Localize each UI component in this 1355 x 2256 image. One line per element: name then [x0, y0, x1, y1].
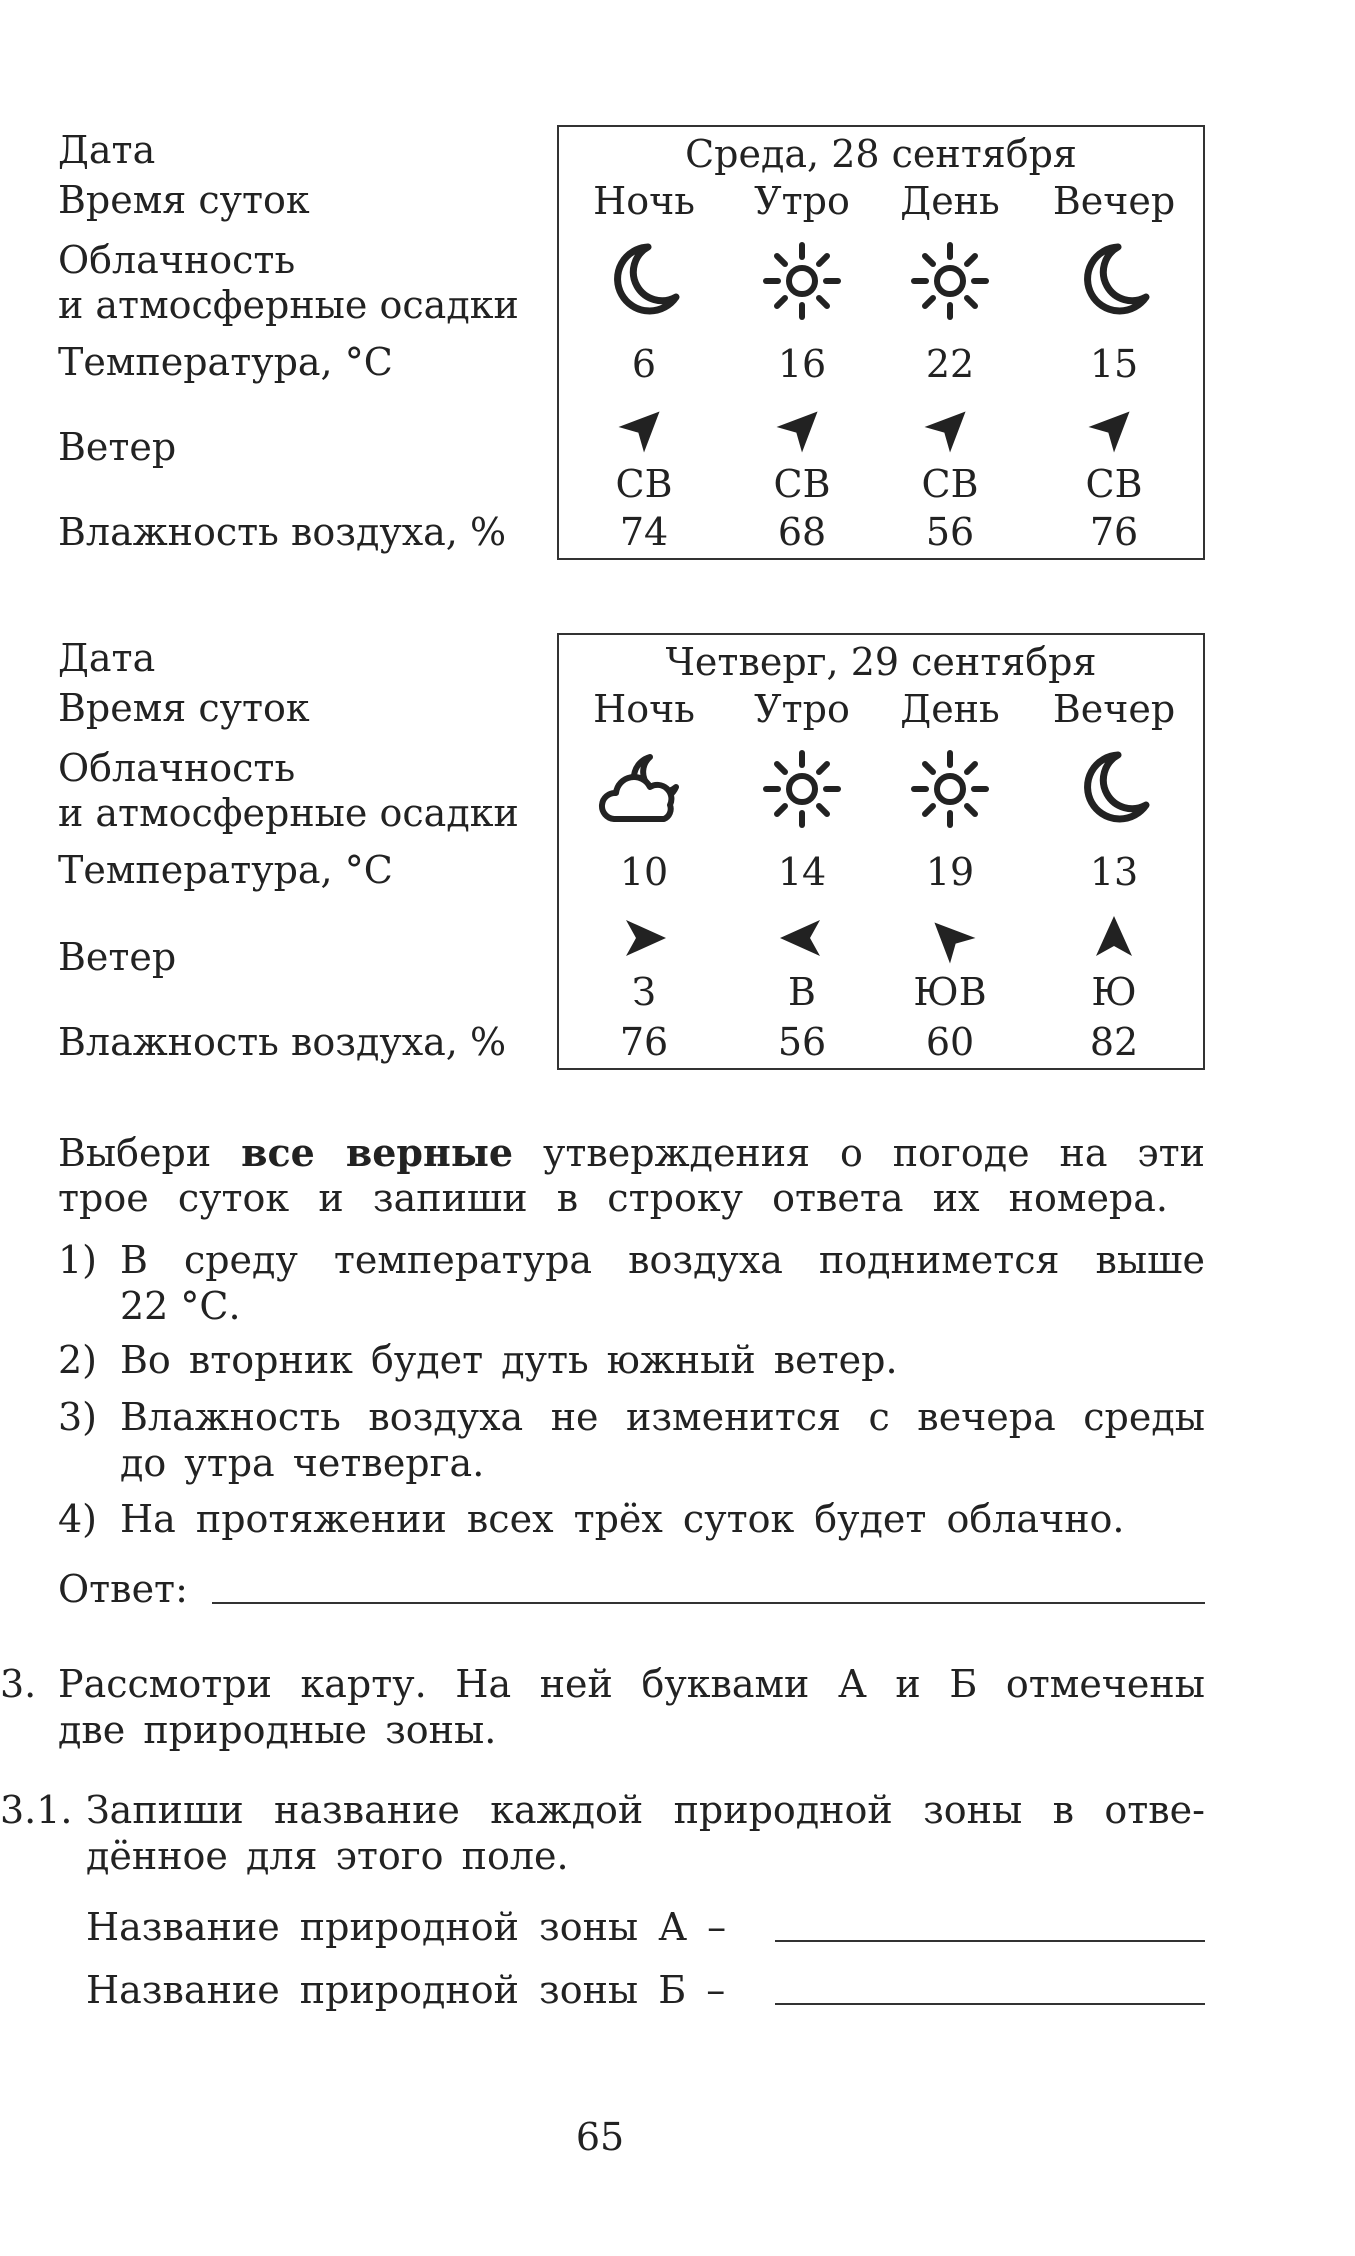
option-4-line1: На протяжении всех трёх суток будет облачно. [120, 1497, 1125, 1541]
intro-bold: все верные [241, 1130, 514, 1175]
wind-arrow-west-icon [727, 908, 877, 968]
time-morning: Утро [754, 179, 850, 223]
label-cloudiness: Облачность [58, 238, 296, 282]
option-num-1: 1) [58, 1238, 98, 1282]
moon-icon [1039, 747, 1189, 837]
label-temperature: Температура, °С [58, 340, 393, 384]
label-date: Дата [58, 636, 156, 680]
time-evening: Вечер [1052, 179, 1176, 223]
time-evening: Вечер [1052, 687, 1176, 731]
time-day: День [900, 687, 1000, 731]
option-num-3: 3) [58, 1395, 98, 1439]
temp-night: 10 [619, 850, 669, 894]
option-num-4: 4) [58, 1497, 98, 1541]
temp-day: 19 [925, 850, 975, 894]
wind-dir-evening: СВ [1085, 462, 1143, 506]
option-num-2: 2) [58, 1338, 98, 1382]
wind-dir-morning: СВ [773, 462, 831, 506]
task31-line2: дённое для этого поле. [86, 1834, 569, 1878]
option-3-line1: Влажность воздуха не изменится с вечера среды [120, 1395, 1205, 1439]
label-wind: Ветер [58, 935, 177, 979]
wind-arrow-east-icon [569, 908, 719, 968]
humidity-day: 60 [925, 1020, 975, 1064]
sun-icon [727, 239, 877, 329]
answer-label: Ответ: [58, 1567, 188, 1611]
moon-icon [569, 239, 719, 329]
intro-post: утверждения о погоде на эти [543, 1131, 1205, 1175]
temp-night: 6 [631, 342, 657, 386]
option-3-line2: до утра четверга. [120, 1441, 485, 1485]
label-time-of-day: Время суток [58, 178, 310, 222]
label-cloudiness: Облачность [58, 746, 296, 790]
page-number: 65 [575, 2115, 625, 2159]
wind-dir-night: З [632, 970, 656, 1014]
task3-line1: Рассмотри карту. На ней буквами А и Б отмечены [58, 1662, 1205, 1706]
temp-evening: 13 [1089, 850, 1139, 894]
option-1-line2: 22 °С. [120, 1284, 241, 1328]
wind-arrow-ne-icon [727, 397, 877, 457]
task3-line2: две природные зоны. [58, 1708, 497, 1752]
humidity-night: 74 [619, 510, 669, 554]
humidity-day: 56 [925, 510, 975, 554]
time-night: Ночь [593, 687, 695, 731]
wind-arrow-nw-icon [875, 908, 1025, 968]
label-time-of-day: Время суток [58, 686, 310, 730]
temp-morning: 14 [777, 850, 827, 894]
option-1-line1: В среду температура воздуха поднимется выше [120, 1238, 1205, 1282]
option-2-line1: Во вторник будет дуть южный ветер. [120, 1338, 898, 1382]
table-date: Четверг, 29 сентября [665, 640, 1097, 684]
humidity-evening: 76 [1089, 510, 1139, 554]
weather-table-wednesday [557, 125, 1205, 560]
humidity-morning: 56 [777, 1020, 827, 1064]
time-day: День [900, 179, 1000, 223]
wind-arrow-ne-icon [1039, 397, 1189, 457]
label-temperature: Температура, °С [58, 848, 393, 892]
sun-icon [875, 747, 1025, 837]
wind-dir-day: СВ [921, 462, 979, 506]
zone-b-answer-line[interactable] [775, 2003, 1205, 2005]
zone-a-answer-line[interactable] [775, 1940, 1205, 1942]
label-humidity: Влажность воздуха, % [58, 1020, 507, 1064]
wind-arrow-north-icon [1039, 908, 1189, 968]
task-intro-line1 [58, 1130, 1205, 1175]
label-cloudiness-2: и атмосферные осадки [58, 791, 519, 835]
wind-dir-evening: Ю [1091, 970, 1137, 1014]
label-humidity: Влажность воздуха, % [58, 510, 507, 554]
humidity-night: 76 [619, 1020, 669, 1064]
moon-icon [1039, 239, 1189, 329]
label-wind: Ветер [58, 425, 177, 469]
label-date: Дата [58, 128, 156, 172]
task31-number: 3.1. [0, 1788, 73, 1832]
humidity-morning: 68 [777, 510, 827, 554]
temp-day: 22 [925, 342, 975, 386]
temp-morning: 16 [777, 342, 827, 386]
sun-icon [727, 747, 877, 837]
time-night: Ночь [593, 179, 695, 223]
label-cloudiness-2: и атмосферные осадки [58, 283, 519, 327]
task3-number: 3. [0, 1662, 37, 1706]
zone-b-label: Название природной зоны Б – [86, 1968, 726, 2012]
task31-line1: Запиши название каждой природной зоны в отве- [86, 1788, 1205, 1832]
intro-pre: Выбери [58, 1131, 212, 1175]
wind-dir-day: ЮВ [913, 970, 987, 1014]
time-morning: Утро [754, 687, 850, 731]
temp-evening: 15 [1089, 342, 1139, 386]
table-date: Среда, 28 сентября [685, 132, 1077, 176]
answer-line[interactable] [212, 1602, 1205, 1604]
wind-dir-morning: В [788, 970, 816, 1014]
sun-icon [875, 239, 1025, 329]
humidity-evening: 82 [1089, 1020, 1139, 1064]
weather-table-thursday [557, 633, 1205, 1070]
wind-arrow-ne-icon [875, 397, 1025, 457]
wind-dir-night: СВ [615, 462, 673, 506]
moon-cloud-icon [569, 747, 719, 837]
wind-arrow-ne-icon [569, 397, 719, 457]
task-intro-line2: трое суток и запиши в строку ответа их номера. [58, 1176, 1168, 1220]
zone-a-label: Название природной зоны А – [86, 1905, 727, 1949]
